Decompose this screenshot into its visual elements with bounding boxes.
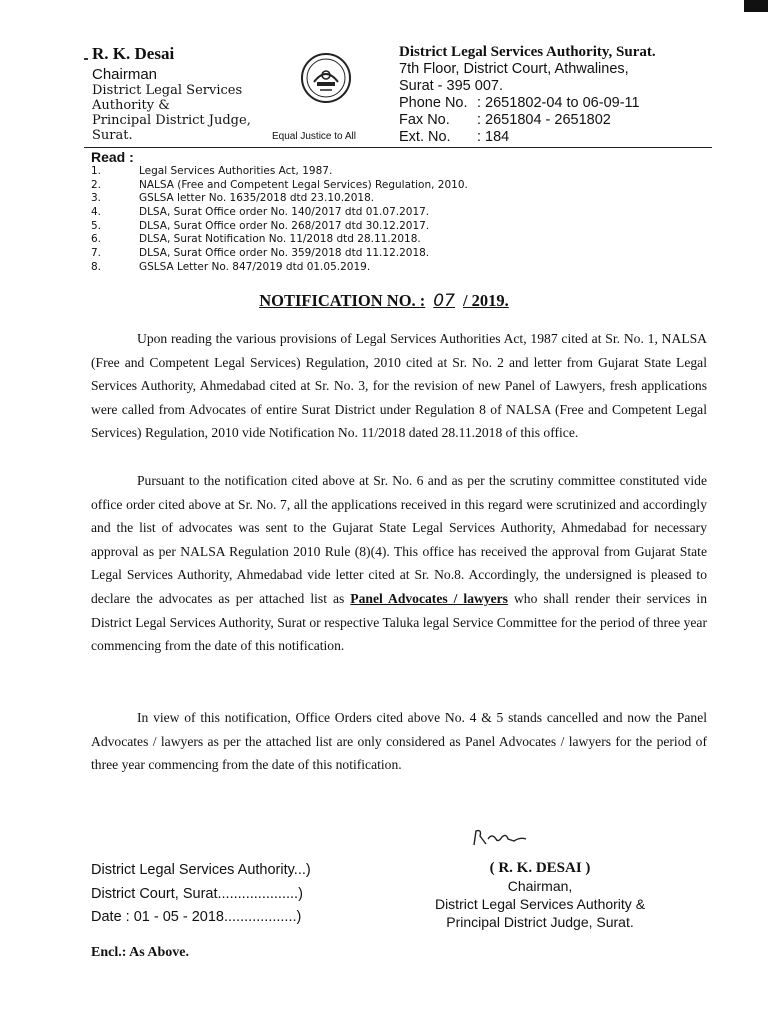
- phone-label: Phone No.: [399, 95, 468, 111]
- header-divider: [84, 147, 712, 148]
- ext-label: Ext. No.: [399, 129, 451, 145]
- reference-number: 2.: [91, 178, 102, 191]
- reference-item: [91, 233, 611, 247]
- notification-title: [0, 291, 768, 311]
- reference-item: [91, 192, 611, 206]
- notification-number: 07: [433, 291, 455, 311]
- read-title: Read :: [91, 149, 134, 165]
- paragraph-1: Upon reading the various provisions of Legal Services Authorities Act, 1987 cited at Sr. No. 1, NALSA (Free and Competent Legal Services) Regulation, 2010 cited at Sr. No. 2 and letter from Gujarat State Legal Services Authority, Ahmedabad cited at Sr. No. 3, for the revision of new Panel of Lawyers, fresh applications were called from Advocates of entire Surat District under Regulation 8 of NALSA (Free and Competent Legal Services) Regulation, 2010 vide Notification No. 11/2018 dated 28.11.2018 of this office.: [91, 331, 707, 441]
- signatory-org-2: Principal District Judge, Surat.: [446, 914, 634, 930]
- header-sub-4: Surat.: [92, 128, 133, 143]
- signatory-org: District Legal Services Authority &: [434, 896, 646, 912]
- reference-number: 8.: [91, 260, 102, 273]
- reference-number: 6.: [91, 233, 102, 246]
- chairman-role: Chairman: [92, 66, 158, 83]
- reference-number: 4.: [91, 206, 102, 219]
- reference-item: [91, 165, 611, 179]
- reference-text: DLSA, Surat Office order No. 268/2017 dtd 30.12.2017.: [139, 219, 430, 232]
- notification-suffix: / 2019.: [462, 291, 509, 310]
- address-line-2: Surat - 395 007.: [399, 78, 503, 94]
- reference-text: GSLSA letter No. 1635/2018 dtd 23.10.2018.: [139, 192, 375, 205]
- phone-row: [399, 95, 719, 112]
- fax-value: : 2651804 - 2651802: [477, 112, 611, 128]
- header-right: [399, 44, 719, 146]
- reference-number: 5.: [91, 219, 102, 232]
- reference-text: GSLSA Letter No. 847/2019 dtd 01.05.2019.: [139, 260, 371, 273]
- reference-text: DLSA, Surat Office order No. 140/2017 dtd 01.07.2017.: [139, 206, 430, 219]
- address-line-1: 7th Floor, District Court, Athwalines,: [399, 61, 629, 77]
- footer-left-line-1: District Legal Services Authority...): [91, 862, 311, 878]
- reference-item: [91, 206, 611, 220]
- paragraph-2-text-b: who shall render their services in District Legal Services Authority, Surat or respective Taluka legal Service Committee for the period of three year commencing from the date of this notification.: [91, 590, 707, 654]
- reference-item: [91, 261, 611, 275]
- reference-list: [91, 165, 611, 275]
- reference-number: 3.: [91, 192, 102, 205]
- chairman-name: R. K. Desai: [92, 44, 175, 63]
- ext-row: [399, 129, 719, 146]
- footer-left: [91, 859, 311, 930]
- signature-scribble: [470, 827, 530, 849]
- notification-prefix: NOTIFICATION NO. :: [259, 291, 426, 310]
- footer-date-line: Date : 01 - 05 - 2018..................): [91, 909, 302, 925]
- reference-item: [91, 179, 611, 193]
- motto-text: Equal Justice to All: [272, 131, 356, 142]
- emblem-icon: [300, 52, 352, 104]
- footer-left-line-2: District Court, Surat....................): [91, 885, 303, 902]
- enclosure-note: Encl.: As Above.: [91, 945, 190, 960]
- phone-value: : 2651802-04 to 06-09-11: [477, 95, 640, 111]
- reference-text: DLSA, Surat Office order No. 359/2018 dtd 11.12.2018.: [139, 247, 430, 260]
- header-sub-3: Principal District Judge,: [92, 113, 251, 128]
- reference-text: Legal Services Authorities Act, 1987.: [139, 165, 333, 177]
- fax-label: Fax No.: [399, 112, 450, 128]
- signatory-name: ( R. K. DESAI ): [489, 860, 591, 876]
- scan-corner-mark: [744, 0, 768, 12]
- header-sub-1: District Legal Services: [92, 83, 243, 98]
- paragraph-2: [91, 469, 707, 658]
- reference-text: NALSA (Free and Competent Legal Services) Regulation, 2010.: [139, 178, 468, 191]
- signature-block: [395, 859, 685, 931]
- reference-number: 7.: [91, 247, 102, 260]
- paragraph-3: In view of this notification, Office Orders cited above No. 4 & 5 stands cancelled and now the Panel Advocates / lawyers as per the attached list are only considered as Panel Advocates / lawyers for the period of three year commencing from the date of this notification.: [91, 710, 707, 773]
- signatory-role: Chairman,: [507, 878, 573, 894]
- reference-item: [91, 247, 611, 261]
- scan-speck: [84, 58, 88, 60]
- reference-text: DLSA, Surat Notification No. 11/2018 dtd 28.11.2018.: [139, 233, 421, 246]
- reference-item: [91, 220, 611, 234]
- header-left: [92, 44, 292, 143]
- header-sub-2: Authority &: [92, 98, 170, 113]
- ext-value: : 184: [477, 129, 510, 145]
- reference-number: 1.: [91, 165, 102, 177]
- paragraph-2-text-a: Pursuant to the notification cited above at Sr. No. 6 and as per the scrutiny committee constituted vide office order cited above at Sr. No. 7, all the applications received in this regard were scrutinized and accordingly and the list of advocates was sent to the Gujarat State Legal Services Authority, Ahmedabad for necessary approval as per NALSA Regulation 2010 Rule (8)(4). This office has received the approval from Gujarat State Legal Services Authority, Ahmedabad vide letter cited at Sr. No.8. Accordingly, the undersigned is pleased to declare the advocates as per attached list as: [91, 473, 707, 606]
- office-name: District Legal Services Authority, Surat.: [399, 44, 656, 60]
- panel-advocates-emphasis: Panel Advocates / lawyers: [350, 590, 508, 606]
- fax-row: [399, 112, 719, 129]
